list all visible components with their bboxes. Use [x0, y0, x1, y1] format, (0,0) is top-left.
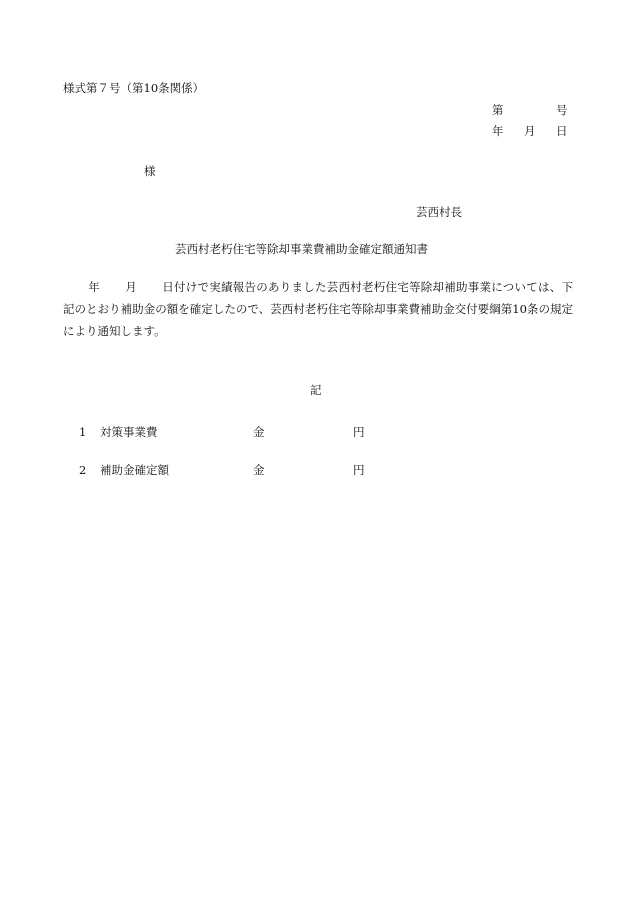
body-paragraph — [63, 276, 573, 342]
date-year: 年 — [492, 124, 504, 138]
body-month: 月 — [125, 280, 137, 294]
item-1-label: 対策事業費 — [100, 425, 158, 439]
date-day: 日 — [556, 124, 568, 138]
item-2-yen: 円 — [353, 463, 365, 477]
body-year: 年 — [88, 280, 100, 294]
issuer-title: 芸西村長 — [416, 205, 462, 219]
item-2-number: 2 — [79, 463, 87, 477]
date-month: 月 — [524, 124, 536, 138]
item-2-kin: 金 — [253, 463, 265, 477]
item-1-kin: 金 — [253, 425, 265, 439]
item-1-number: 1 — [79, 425, 87, 439]
addressee-honorific: 様 — [144, 164, 156, 178]
item-2-label: 補助金確定額 — [100, 463, 169, 477]
item-1-yen: 円 — [353, 425, 365, 439]
ki-heading: 記 — [310, 383, 322, 397]
form-label: 様式第７号（第10条関係） — [63, 81, 205, 95]
body-text: 日付けで実績報告のありました芸西村老朽住宅等除却補助事業については、下記のとおり補助金の額を確定したので、芸西村老朽住宅等除却事業費補助金交付要綱第10条の規定により通知します。 — [63, 280, 573, 338]
document-title: 芸西村老朽住宅等除却事業費補助金確定額通知書 — [175, 242, 428, 256]
number-suffix: 号 — [556, 103, 568, 117]
number-prefix: 第 — [492, 103, 504, 117]
